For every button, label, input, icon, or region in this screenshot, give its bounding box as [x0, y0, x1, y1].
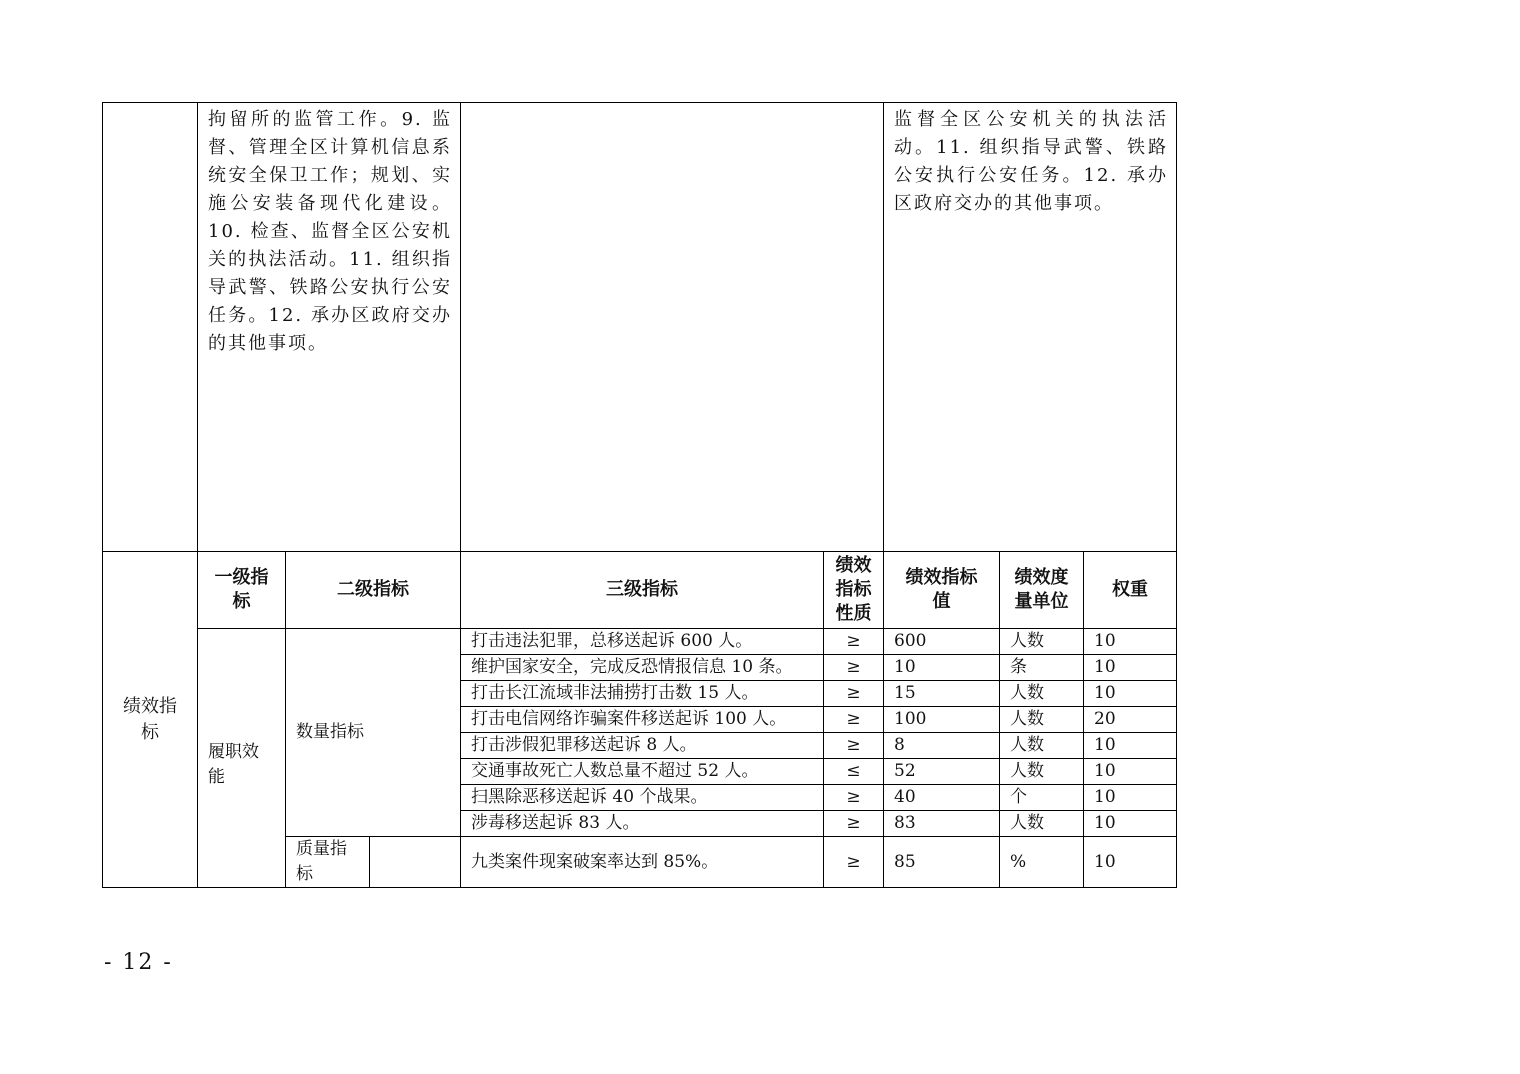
row-symbol: ≥ — [824, 837, 884, 888]
section-label: 绩效指标 — [103, 552, 198, 888]
row-unit: 人数 — [1000, 629, 1084, 655]
header-value: 绩效指标值 — [884, 552, 1000, 629]
duties-row — [103, 103, 1177, 552]
header-unit: 绩效度量单位 — [1000, 552, 1084, 629]
header-level2: 二级指标 — [286, 552, 461, 629]
row-unit: 个 — [1000, 785, 1084, 811]
row-symbol: ≥ — [824, 811, 884, 837]
empty-left-cell — [103, 103, 198, 552]
row-weight: 10 — [1084, 681, 1177, 707]
header-level3: 三级指标 — [461, 552, 824, 629]
row-symbol: ≥ — [824, 785, 884, 811]
row-value: 8 — [884, 733, 1000, 759]
row-symbol: ≥ — [824, 707, 884, 733]
row-symbol: ≥ — [824, 655, 884, 681]
row-unit: 人数 — [1000, 733, 1084, 759]
row-unit: % — [1000, 837, 1084, 888]
header-level1: 一级指标 — [198, 552, 286, 629]
row-text: 涉毒移送起诉 83 人。 — [461, 811, 824, 837]
performance-table — [102, 102, 1177, 888]
level1-cell: 履职效能 — [198, 629, 286, 888]
duties-cell-middle — [461, 103, 884, 552]
duties-text-right: 监督全区公安机关的执法活动。11. 组织指导武警、铁路公安执行公安任务。12. 承办区政府交办的其他事项。 — [894, 109, 1169, 214]
row-weight: 10 — [1084, 629, 1177, 655]
row-text: 打击长江流域非法捕捞打击数 15 人。 — [461, 681, 824, 707]
row-value: 10 — [884, 655, 1000, 681]
duties-cell-left — [198, 103, 461, 552]
duties-cell-right — [884, 103, 1177, 552]
page-number: - 12 - — [104, 950, 173, 975]
row-symbol: ≤ — [824, 759, 884, 785]
header-row — [103, 552, 1177, 629]
row-unit: 人数 — [1000, 681, 1084, 707]
row-weight: 10 — [1084, 655, 1177, 681]
row-weight: 10 — [1084, 733, 1177, 759]
row-text: 交通事故死亡人数总量不超过 52 人。 — [461, 759, 824, 785]
row-weight: 10 — [1084, 837, 1177, 888]
header-weight: 权重 — [1084, 552, 1177, 629]
row-value: 600 — [884, 629, 1000, 655]
row-symbol: ≥ — [824, 733, 884, 759]
row-text: 打击电信网络诈骗案件移送起诉 100 人。 — [461, 707, 824, 733]
row-value: 83 — [884, 811, 1000, 837]
row-text: 打击涉假犯罪移送起诉 8 人。 — [461, 733, 824, 759]
row-text: 九类案件现案破案率达到 85%。 — [461, 837, 824, 888]
row-unit: 人数 — [1000, 811, 1084, 837]
row-value: 100 — [884, 707, 1000, 733]
row-symbol: ≥ — [824, 681, 884, 707]
quality-empty-cell — [370, 837, 461, 888]
row-unit: 人数 — [1000, 759, 1084, 785]
row-value: 40 — [884, 785, 1000, 811]
row-unit: 人数 — [1000, 707, 1084, 733]
quantity-label: 数量指标 — [286, 629, 461, 837]
row-weight: 10 — [1084, 759, 1177, 785]
row-value: 15 — [884, 681, 1000, 707]
row-text: 扫黑除恶移送起诉 40 个战果。 — [461, 785, 824, 811]
row-text: 维护国家安全，完成反恐情报信息 10 条。 — [461, 655, 824, 681]
row-symbol: ≥ — [824, 629, 884, 655]
row-weight: 10 — [1084, 785, 1177, 811]
row-weight: 10 — [1084, 811, 1177, 837]
header-nature: 绩效指标性质 — [824, 552, 884, 629]
duties-text-left: 拘留所的监管工作。9. 监督、管理全区计算机信息系统安全保卫工作；规划、实施公安装备现代化建设。10. 检查、监督全区公安机关的执法活动。11. 组织指导武警、铁路公安执行公安任务。12. 承办区政府交办的其他事项。 — [208, 109, 452, 354]
row-weight: 20 — [1084, 707, 1177, 733]
row-value: 85 — [884, 837, 1000, 888]
table-row — [103, 629, 1177, 655]
row-value: 52 — [884, 759, 1000, 785]
row-unit: 条 — [1000, 655, 1084, 681]
quality-label: 质量指标 — [286, 837, 370, 888]
row-text: 打击违法犯罪，总移送起诉 600 人。 — [461, 629, 824, 655]
